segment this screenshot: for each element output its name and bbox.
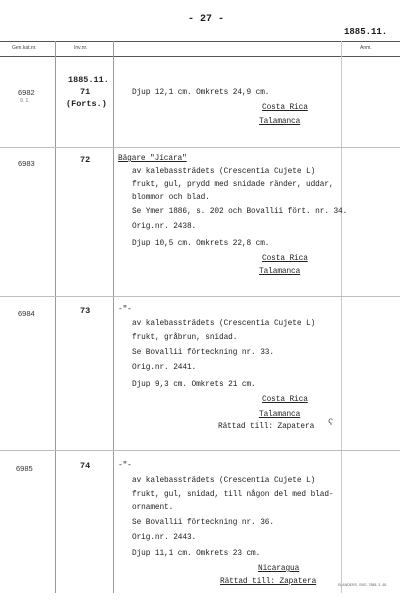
column-header-anm: Anm. [360,45,372,51]
header-year: 1885.11. [344,27,388,37]
entry-text-line: Djup 12,1 cm. Omkrets 24,9 cm. [132,89,270,97]
entry-country: Costa Rica [262,396,308,404]
entry-text-line: Orig.nr. 2443. [132,534,197,542]
entry-text-line: blommor och blad. [132,194,210,202]
column-header-genkat: Gen.kat.nr. [12,45,37,51]
entry-region: Talamanca [259,411,301,419]
entry-text-line: av kalebassträdets (Crescentia Cujete L) [132,168,316,176]
entry-text-line: Djup 10,5 cm. Omkrets 22,8 cm. [132,240,270,248]
entry-object-title: Bägare "Jícara" [118,155,187,163]
inventory-number: 72 [80,155,91,165]
entry-text-line: Se Bovallii förteckning nr. 33. [132,349,274,357]
genkat-number: 6982 [18,88,35,97]
entry-text-line: Se Bovallii förteckning nr. 36. [132,519,274,527]
entry-text-line: Djup 9,3 cm. Omkrets 21 cm. [132,381,256,389]
column-divider-invnr [113,41,114,593]
entry-ditto-mark: -"- [118,306,132,314]
header-top-rule [0,41,400,42]
entry-ditto-mark: -"- [118,462,132,470]
entry-separator [0,450,400,451]
entry-text-line: av kalebassträdets (Crescentia Cujete L) [132,477,316,485]
entry-text-line: frukt, gul, snidad, till någon del med blad- [132,491,334,499]
entry-text-line: Se Ymer 1886, s. 202 och Bovallii fört. nr. 34. [132,208,348,216]
entry-country: Costa Rica [262,255,308,263]
column-header-invnr: Inv.nr. [74,45,88,51]
entry-text-line: ornament. [132,504,174,512]
inventory-number: 74 [80,461,91,471]
genkat-number: 6984 [18,309,35,318]
inventory-continued-note: (Forts.) [66,99,107,109]
entry-text-line: Djup 11,1 cm. Omkrets 23 cm. [132,550,261,558]
genkat-note: 9. 1. [20,98,30,104]
entry-year: 1885.11. [68,75,109,85]
entry-correction: Rättad till: Zapatera [220,578,317,586]
entry-country: Costa Rica [262,104,308,112]
entry-separator [0,296,400,297]
column-divider-genkat [55,41,56,593]
entry-separator [0,147,400,148]
entry-text-line: av kalebassträdets (Crescentia Cujete L) [132,320,316,328]
header-bottom-rule [0,56,400,57]
handwritten-mark: ʕ [328,418,334,428]
entry-text-line: frukt, gul, prydd med snidade ränder, uddar, [132,181,334,189]
printer-imprint: ELANDERS, GBG, 7888. 3. 48. [338,583,388,587]
inventory-number: 73 [80,306,91,316]
genkat-number: 6983 [18,159,35,168]
genkat-number: 6985 [16,464,33,473]
entry-region: Talamanca [259,268,301,276]
column-divider-anm [341,41,342,593]
entry-region: Talamanca [259,118,301,126]
entry-text-line: frukt, gråbrun, snidad. [132,334,238,342]
page-number: - 27 - [188,14,225,25]
entry-correction: Rättad till: Zapatera [218,423,315,431]
entry-country: Nicaragua [258,565,300,573]
inventory-number: 71 [80,87,91,97]
entry-text-line: Orig.nr. 2441. [132,364,197,372]
entry-text-line: Orig.nr. 2438. [132,223,197,231]
